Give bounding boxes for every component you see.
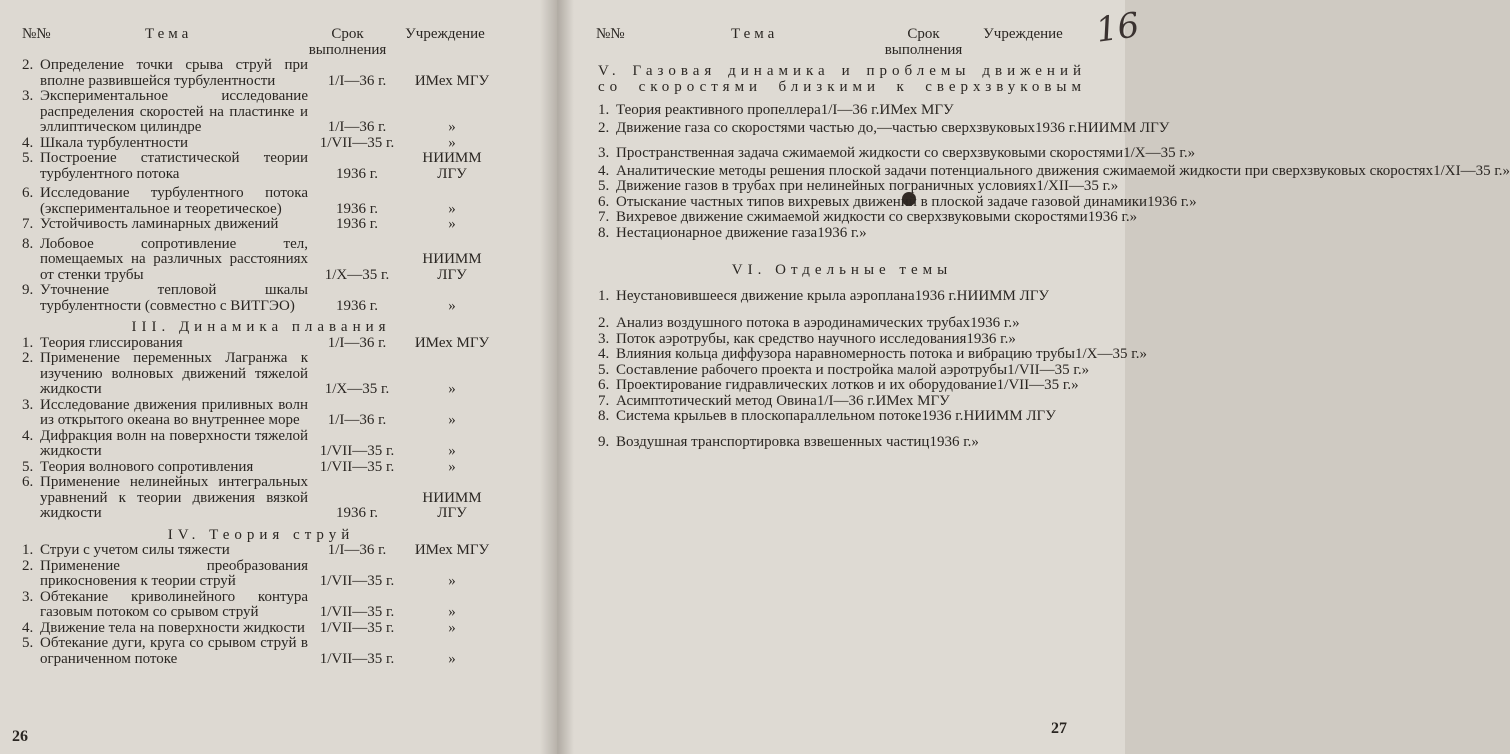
item-institution: НИИММ ЛГУ	[422, 251, 482, 283]
item-institution: ИМех МГУ	[414, 72, 490, 89]
list-item	[22, 543, 500, 559]
list-item	[22, 58, 500, 89]
section-5-title-line2: со скоростями близкими к сверхзвуковым	[598, 78, 1086, 95]
item-number: 7.	[22, 216, 34, 232]
item-title: Теория глиссирования	[40, 334, 183, 351]
item-deadline: 1936 г.	[929, 433, 972, 450]
item-deadline: 1/X—35 г.	[1123, 145, 1188, 161]
item-title: Обтекание криволинейного контура газовым потоком со срывом струй	[40, 588, 308, 620]
item-number: 5.	[22, 150, 34, 166]
book-gutter	[540, 0, 574, 754]
item-deadline: 1/I—36 г.	[327, 412, 387, 428]
list-item	[22, 398, 500, 429]
item-institution: »	[448, 573, 456, 589]
item-number: 6.	[598, 377, 610, 393]
header-uchr-right: Учреждение	[983, 26, 1063, 42]
item-number: 3.	[22, 396, 34, 413]
item-deadline: 1936 г.	[336, 216, 378, 232]
item-title: Исследование турбулентного потока (экспериментальное и теоретическое)	[40, 185, 308, 217]
item-title: Шкала турбулентности	[40, 134, 189, 151]
item-deadline: 1936 г.	[336, 200, 378, 217]
item-title: Теория реактивного пропеллера	[616, 102, 821, 118]
item-number: 2.	[598, 315, 610, 331]
section-3-title: III. Динамика плавания	[131, 319, 391, 335]
item-title: Проектирование гидравлических лотков и их оборудование	[616, 377, 997, 393]
item-number: 3.	[22, 88, 34, 104]
item-number: 1.	[22, 334, 34, 351]
item-title: Уточнение тепловой шкалы турбулентности (совместно с ВИТГЭО)	[40, 282, 308, 314]
item-institution: »	[448, 216, 456, 232]
item-institution: »	[859, 224, 867, 241]
list-item	[22, 475, 500, 522]
item-deadline: 1936 г.	[966, 330, 1009, 347]
item-institution: »	[448, 650, 456, 667]
item-number: 9.	[22, 282, 34, 298]
item-institution: ИМех МГУ	[875, 392, 950, 409]
item-number: 3.	[598, 145, 610, 161]
item-institution: »	[1008, 330, 1016, 347]
list-item	[598, 178, 1119, 195]
item-number: 5.	[22, 635, 34, 651]
section-6-title: VI. Отдельные темы	[731, 262, 953, 278]
item-number: 4.	[598, 346, 610, 362]
item-deadline: 1936 г.	[970, 315, 1013, 331]
item-deadline: 1/VII—35 г.	[319, 134, 395, 151]
item-number: 6.	[598, 193, 610, 210]
item-title: Применение нелинейных интегральных уравнений к теории движения вязкой жидкости	[40, 474, 308, 521]
item-title: Аналитические методы решения плоской задачи потенциального движения сжимаемой жидкости при сверхзвуковых скоростях	[616, 162, 1434, 179]
item-title: Влияния кольца диффузора наравномерность потока и вибрацию трубы	[616, 346, 1076, 362]
list-item	[22, 336, 500, 352]
item-title: Обтекание дуги, круга со срывом струй в ограниченном потоке	[40, 635, 308, 667]
section-4-title: IV. Теория струй	[167, 526, 355, 543]
header-srok: Срок выполнения	[308, 26, 387, 58]
item-deadline: 1/XI—35 г.	[1433, 162, 1503, 179]
item-institution: »	[971, 433, 979, 450]
left-page	[0, 0, 556, 754]
item-deadline: 1/I—36 г.	[327, 72, 387, 89]
list-item	[598, 346, 1147, 363]
section-2-continued	[22, 58, 500, 314]
item-deadline: 1/VII—35 г.	[1007, 361, 1082, 378]
item-number: 8.	[22, 235, 34, 252]
item-deadline: 1/VII—35 г.	[996, 377, 1072, 393]
list-item	[598, 209, 1138, 226]
item-title: Асимптотический метод Овина	[616, 392, 817, 409]
item-number: 2.	[598, 119, 610, 136]
item-institution: »	[448, 443, 456, 459]
list-item	[22, 636, 500, 667]
item-title: Струи с учетом силы тяжести	[40, 542, 230, 558]
item-deadline: 1936 г.	[914, 287, 957, 304]
item-deadline: 1936 г.	[336, 297, 378, 314]
item-institution: »	[1081, 361, 1090, 378]
item-number: 2.	[22, 57, 34, 73]
item-institution: »	[448, 604, 456, 620]
item-title: Устойчивость ламинарных движений	[40, 216, 279, 232]
item-title: Составление рабочего проекта и постройка малой аэротрубы	[616, 361, 1008, 378]
list-item	[22, 237, 500, 284]
list-item	[598, 119, 1170, 137]
section-4-list	[22, 543, 500, 667]
item-institution: »	[1129, 209, 1138, 225]
section-6-list	[598, 287, 1147, 451]
item-title: Движение газов в трубах при нелинейных пограничных условиях	[616, 178, 1037, 194]
item-title: Определение точки срыва струй при вполне развившейся турбулентности	[40, 57, 308, 89]
item-deadline: 1936 г.	[336, 165, 378, 182]
item-number: 8.	[598, 224, 610, 241]
item-title: Применение переменных Лагранжа к изучению волновых движений тяжелой жидкости	[40, 350, 308, 397]
item-number: 3.	[598, 330, 610, 347]
list-item	[598, 361, 1090, 379]
item-deadline: 1/VII—35 г.	[319, 604, 395, 620]
item-title: Нестационарное движение газа	[616, 224, 818, 241]
item-deadline: 1936 г.	[1147, 193, 1190, 210]
item-deadline: 1/VII—35 г.	[319, 573, 395, 589]
list-item	[22, 351, 500, 398]
list-item	[22, 136, 500, 152]
list-item	[22, 460, 500, 476]
item-deadline: 1936 г.	[336, 505, 378, 521]
item-title: Система крыльев в плоскопараллельном потоке	[616, 408, 922, 424]
item-institution: »	[1502, 162, 1510, 179]
item-institution: »	[1071, 377, 1079, 393]
item-deadline: 1/I—36 г.	[820, 102, 880, 118]
item-number: 2.	[22, 557, 34, 574]
item-title: Поток аэротрубы, как средство научного исследования	[616, 330, 967, 347]
item-institution: »	[448, 458, 456, 475]
list-item	[22, 559, 500, 590]
list-item	[598, 332, 1086, 348]
item-institution: НИИММ ЛГУ	[956, 287, 1050, 304]
list-item	[22, 151, 500, 182]
item-deadline: 1936 г.	[1035, 119, 1077, 136]
left-page-content	[22, 58, 500, 667]
item-number: 1.	[22, 542, 34, 558]
item-institution: ИМех МГУ	[414, 334, 490, 351]
section-5-list	[598, 102, 1510, 241]
item-number: 5.	[598, 178, 610, 194]
item-number: 6.	[22, 185, 34, 201]
item-institution: »	[448, 134, 456, 151]
item-deadline: 1936 г.	[921, 408, 964, 424]
item-title: Исследование движения приливных волн из открытого океана во внутреннее море	[40, 396, 308, 428]
item-institution: »	[1187, 145, 1196, 161]
right-page-content	[598, 63, 1510, 450]
item-title: Движение тела на поверхности жидкости	[40, 619, 305, 636]
item-deadline: 1936 г.	[1087, 209, 1130, 225]
item-number: 4.	[22, 427, 34, 444]
header-num-right: №№	[596, 26, 625, 42]
page-number-right: 27	[1051, 720, 1067, 737]
list-item	[22, 186, 500, 217]
list-item	[598, 378, 1086, 394]
list-item	[598, 226, 1086, 242]
item-title: Лобовое сопротивление тел, помещаемых на различных расстояниях от стенки трубы	[40, 235, 308, 283]
item-title: Теория волнового сопротивления	[40, 458, 254, 475]
item-institution: ИМех МГУ	[414, 542, 490, 558]
header-tema: Тема	[145, 26, 193, 42]
list-item	[598, 394, 1086, 410]
list-item	[598, 289, 1086, 305]
list-item	[598, 435, 1086, 451]
item-number: 5.	[22, 458, 34, 475]
item-institution: НИИММ ЛГУ	[422, 489, 482, 521]
list-item	[598, 409, 1086, 425]
item-title: Анализ воздушного потока в аэродинамических трубах	[616, 315, 971, 331]
item-institution: »	[448, 412, 456, 428]
item-deadline: 1/I—36 г.	[327, 119, 387, 135]
item-title: Пространственная задача сжимаемой жидкости со сверхзвуковыми скоростями	[616, 145, 1124, 161]
item-number: 4.	[22, 619, 34, 636]
item-number: 8.	[598, 408, 610, 424]
list-item	[22, 429, 500, 460]
item-title: Воздушная транспортировка взвешенных частиц	[616, 433, 930, 450]
item-deadline: 1/I—36 г.	[327, 334, 387, 351]
item-deadline: 1/VII—35 г.	[319, 619, 395, 636]
item-institution: НИИММ ЛГУ	[422, 150, 482, 182]
item-institution: »	[1189, 193, 1197, 210]
section-5-title-line1: V. Газовая динамика и проблемы движений	[598, 63, 1086, 79]
item-title: Дифракция волн на поверхности тяжелой жидкости	[40, 427, 308, 459]
item-institution: »	[1139, 346, 1147, 362]
item-number: 4.	[22, 134, 34, 151]
item-title: Отыскание частных типов вихревых движений в плоской задаче газовой динамики	[616, 193, 1148, 210]
header-num: №№	[22, 26, 51, 42]
item-number: 1.	[598, 102, 610, 118]
item-deadline: 1/X—35 г.	[324, 381, 390, 397]
list-item	[22, 283, 500, 314]
item-institution: »	[448, 297, 456, 314]
item-title: Движение газа со скоростями частью до,—частью сверхзвуковых	[616, 119, 1036, 136]
page-number-left: 26	[12, 728, 28, 745]
item-title: Вихревое движение сжимаемой жидкости со сверхзвуковыми скоростями	[616, 209, 1088, 225]
list-item	[22, 590, 500, 621]
item-number: 4.	[598, 162, 610, 179]
item-deadline: 1/VII—35 г.	[319, 458, 395, 475]
list-item	[598, 145, 1196, 162]
item-institution: »	[448, 200, 456, 217]
item-deadline: 1/VII—35 г.	[319, 443, 395, 459]
item-number: 7.	[598, 209, 610, 225]
header-tema-right: Тема	[731, 26, 779, 42]
item-institution: НИИММ ЛГУ	[963, 408, 1056, 424]
item-number: 5.	[598, 361, 610, 378]
list-item	[22, 89, 500, 136]
handwritten-page-mark: 16	[1093, 5, 1142, 51]
item-institution: »	[448, 119, 456, 135]
item-number: 1.	[598, 287, 610, 304]
item-institution: »	[448, 381, 456, 397]
section-3-list	[22, 336, 500, 522]
item-deadline: 1/X—35 г.	[1075, 346, 1140, 362]
item-number: 2.	[22, 350, 34, 366]
item-institution: »	[1012, 315, 1020, 331]
item-number: 3.	[22, 588, 34, 605]
item-deadline: 1/XII—35 г.	[1036, 178, 1111, 194]
header-srok-right: Срок выполнения	[884, 26, 963, 58]
item-institution: »	[1110, 178, 1119, 194]
item-deadline: 1/VII—35 г.	[319, 650, 395, 667]
item-institution: »	[448, 619, 456, 636]
item-institution: НИИММ ЛГУ	[1077, 119, 1170, 136]
item-number: 7.	[598, 392, 610, 409]
item-deadline: 1/X—35 г.	[324, 266, 390, 283]
item-title: Построение статистической теории турбулентного потока	[40, 150, 308, 182]
list-item	[598, 103, 1086, 119]
item-number: 9.	[598, 433, 610, 450]
item-deadline: 1/I—36 г.	[816, 392, 876, 409]
list-item	[22, 621, 500, 637]
list-item	[598, 316, 1086, 332]
item-deadline: 1936 г.	[817, 224, 860, 241]
list-item	[598, 162, 1510, 180]
item-institution: ИМех МГУ	[879, 102, 954, 118]
item-title: Применение преобразования прикосновения к теории струй	[40, 557, 308, 589]
list-item	[22, 217, 500, 233]
item-number: 6.	[22, 474, 34, 490]
item-title: Экспериментальное исследование распределения скоростей на пластинке и эллиптическом цилиндре	[40, 88, 308, 135]
list-item	[598, 193, 1197, 211]
item-deadline: 1/I—36 г.	[327, 542, 387, 558]
item-title: Неустановившееся движение крыла аэроплана	[616, 287, 915, 304]
header-uchr: Учреждение	[405, 26, 485, 42]
